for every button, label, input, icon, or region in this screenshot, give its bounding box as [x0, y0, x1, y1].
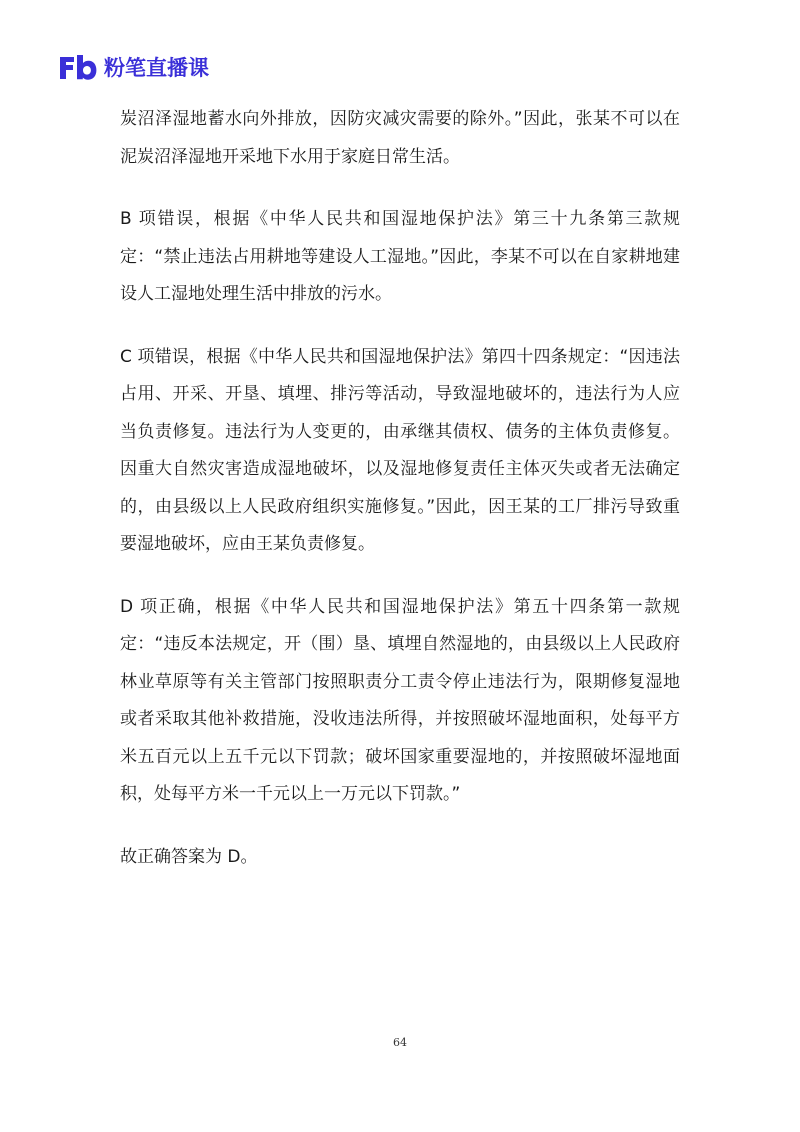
- paragraph-option-c: C 项错误，根据《中华人民共和国湿地保护法》第四十四条规定：“因违法占用、开采、开垦、填埋、排污等活动，导致湿地破坏的，违法行为人应当负责修复。违法行为人变更的，由承继其债权、债务的主体负责修复。因重大自然灾害造成湿地破坏，以及湿地修复责任主体灭失或者无法确定的，由县级以上人民政府组织实施修复。”因此，因王某的工厂排污导致重要湿地破坏，应由王某负责修复。: [120, 346, 680, 554]
- paragraph-option-b: B 项错误，根据《中华人民共和国湿地保护法》第三十九条第三款规定：“禁止违法占用耕地等建设人工湿地。”因此，李某不可以在自家耕地建设人工湿地处理生活中排放的污水。: [120, 209, 680, 304]
- document-body: [120, 101, 680, 901]
- fenbi-logo-icon: [58, 52, 98, 82]
- paragraph-option-d: D 项正确，根据《中华人民共和国湿地保护法》第五十四条第一款规定：“违反本法规定，开（围）垦、填埋自然湿地的，由县级以上人民政府林业草原等有关主管部门按照职责分工责令停止违法行为，限期修复湿地或者采取其他补救措施，没收违法所得，并按照破坏湿地面积，处每平方米五百元以上五千元以下罚款；破坏国家重要湿地的，并按照破坏湿地面积，处每平方米一千元以上一万元以下罚款。”: [120, 596, 680, 804]
- brand-name: 粉笔直播课: [104, 56, 209, 80]
- page-number: 64: [393, 1036, 407, 1049]
- paragraph-answer: 故正确答案为 D。: [120, 846, 258, 867]
- paragraph-continuation: 炭沼泽湿地蓄水向外排放，因防灾减灾需要的除外。”因此，张某不可以在泥炭沼泽湿地开采地下水用于家庭日常生活。: [120, 109, 680, 167]
- page-header: [58, 50, 209, 84]
